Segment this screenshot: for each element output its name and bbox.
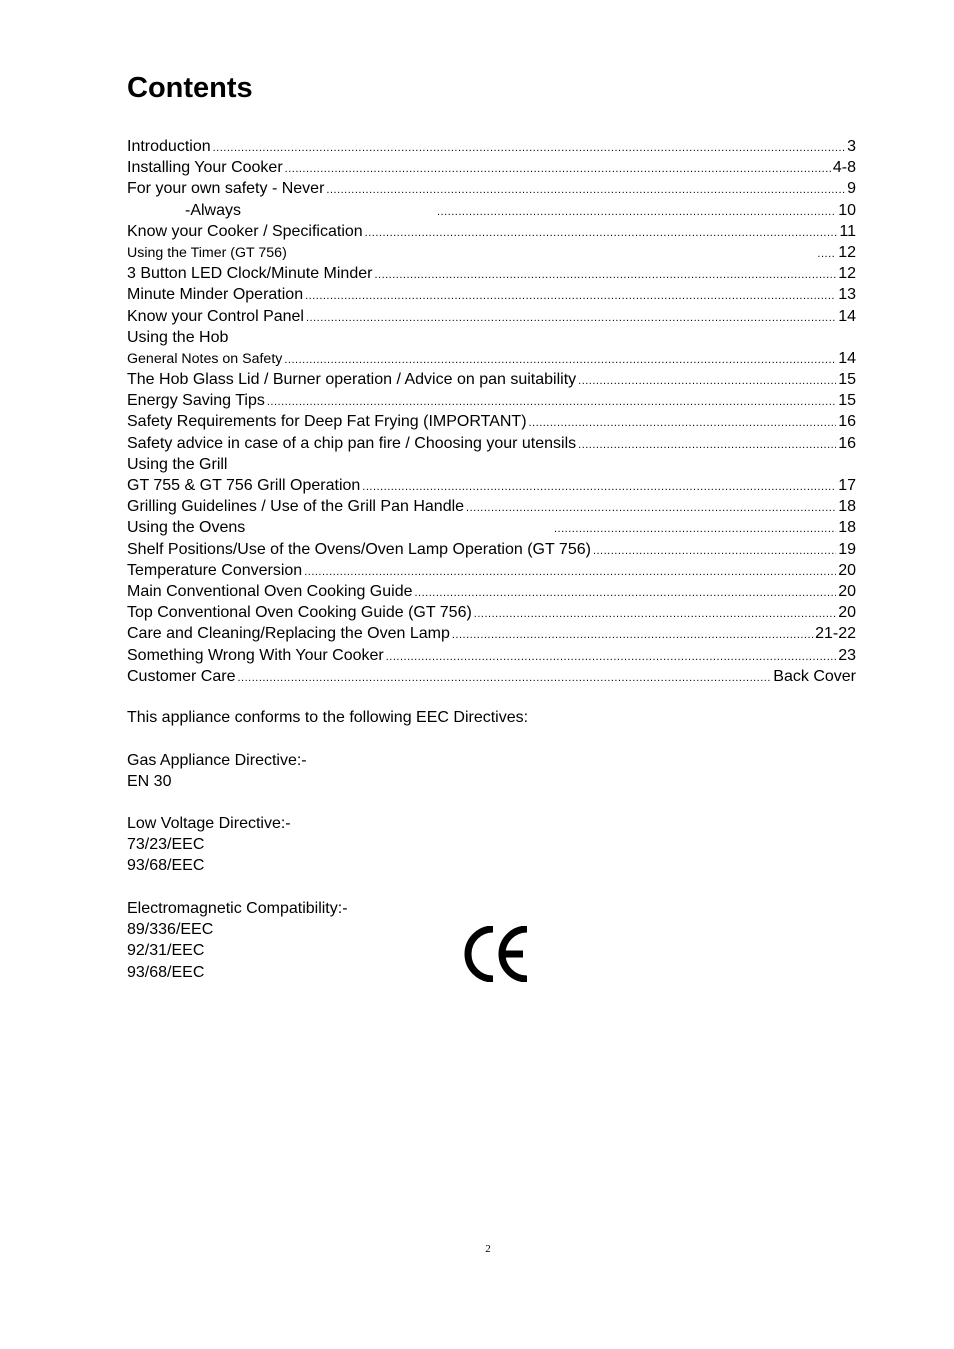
toc-row xyxy=(127,539,856,560)
directive-item: EN 30 xyxy=(127,773,172,791)
toc-row xyxy=(127,475,856,496)
toc-label: Safety Requirements for Deep Fat Frying (IMPORTANT) xyxy=(127,413,527,431)
directive-heading: Low Voltage Directive:- xyxy=(127,815,291,832)
toc-row xyxy=(127,390,856,411)
toc-leader xyxy=(474,604,836,625)
toc-row xyxy=(127,284,856,305)
toc-leader xyxy=(284,350,836,371)
toc-leader xyxy=(326,180,845,201)
toc-leader xyxy=(305,286,836,307)
toc-leader xyxy=(267,392,836,413)
toc-page: 23 xyxy=(838,646,856,664)
ce-mark-icon xyxy=(463,926,531,982)
directive-item: 89/336/EEC xyxy=(127,921,214,939)
toc-label: Using the Timer (GT 756) xyxy=(127,244,287,261)
toc-label: Know your Control Panel xyxy=(127,307,304,325)
toc-leader xyxy=(213,138,845,159)
directive-heading: Electromagnetic Compatibility:- xyxy=(127,900,348,917)
toc-label: Care and Cleaning/Replacing the Oven Lamp xyxy=(127,625,450,643)
toc-page: 3 xyxy=(847,138,856,155)
toc-row xyxy=(127,517,856,538)
toc-page: 19 xyxy=(838,540,856,558)
toc-label: Using the Grill xyxy=(127,455,228,473)
toc-row xyxy=(127,645,856,666)
toc-label: Energy Saving Tips xyxy=(127,392,265,410)
conformity-statement: This appliance conforms to the following EEC Directives: xyxy=(127,709,529,726)
toc-leader xyxy=(415,583,837,604)
toc-label: 3 Button LED Clock/Minute Minder xyxy=(127,265,373,283)
toc-leader xyxy=(466,498,836,519)
toc-leader xyxy=(452,625,813,646)
toc-label: Minute Minder Operation xyxy=(127,286,304,304)
toc-leader xyxy=(578,435,836,456)
toc-leader xyxy=(593,541,836,562)
toc-section-heading xyxy=(127,327,856,348)
toc-page: 17 xyxy=(838,477,856,494)
toc-row xyxy=(127,348,856,369)
toc-leader xyxy=(386,647,836,668)
toc-label: Using the Ovens xyxy=(127,519,246,537)
toc-leader xyxy=(578,371,836,392)
toc-label: The Hob Glass Lid / Burner operation / Advice on pan suitability xyxy=(127,371,577,389)
toc-page: 4-8 xyxy=(832,159,856,177)
toc-row xyxy=(127,369,856,390)
toc-page: 15 xyxy=(838,392,856,410)
toc-page: 18 xyxy=(838,519,856,537)
toc-leader xyxy=(362,477,836,498)
toc-label: Shelf Positions/Use of the Ovens/Oven Lamp Operation (GT 756) xyxy=(127,540,591,558)
toc-page: 20 xyxy=(838,604,856,622)
toc-page: 20 xyxy=(838,582,856,600)
toc-label: Main Conventional Oven Cooking Guide xyxy=(127,582,413,600)
toc-page: 14 xyxy=(838,307,856,325)
toc-page: 14 xyxy=(838,349,856,367)
toc-page: 16 xyxy=(838,434,856,452)
directive-heading: Gas Appliance Directive:- xyxy=(127,752,307,769)
toc-label: Using the Hob xyxy=(127,328,229,346)
toc-row xyxy=(127,136,856,157)
directive-item: 93/68/EEC xyxy=(127,857,205,875)
toc-page: 12 xyxy=(838,243,856,261)
toc-leader xyxy=(237,668,771,689)
toc-row xyxy=(127,496,856,517)
toc-label: Know your Cooker / Specification xyxy=(127,222,363,240)
toc-page: 15 xyxy=(838,371,856,389)
toc-label: General Notes on Safety xyxy=(127,350,283,367)
table-of-contents xyxy=(127,136,856,687)
toc-page: 21-22 xyxy=(815,625,856,643)
toc-row xyxy=(127,306,856,327)
emc-directive xyxy=(127,898,348,983)
toc-leader xyxy=(304,562,836,583)
toc-row xyxy=(127,623,856,644)
toc-label: Top Conventional Oven Cooking Guide (GT 756) xyxy=(127,604,472,622)
toc-page: 13 xyxy=(838,286,856,304)
toc-leader xyxy=(306,308,836,329)
page-title: Contents xyxy=(127,72,253,104)
toc-row xyxy=(127,581,856,602)
toc-row xyxy=(127,263,856,284)
toc-label: Something Wrong With Your Cooker xyxy=(127,646,384,664)
toc-leader xyxy=(285,159,831,180)
low-voltage-directive xyxy=(127,813,291,877)
toc-row xyxy=(127,178,856,199)
toc-label: GT 755 & GT 756 Grill Operation xyxy=(127,477,361,494)
toc-section-heading xyxy=(127,454,856,475)
toc-label: Grilling Guidelines / Use of the Grill Pan Handle xyxy=(127,498,465,516)
toc-page: 11 xyxy=(839,222,856,240)
toc-page: Back Cover xyxy=(773,667,856,685)
toc-label: -Always xyxy=(185,201,242,219)
toc-leader xyxy=(374,265,836,286)
gas-directive xyxy=(127,750,307,792)
toc-label: Customer Care xyxy=(127,667,236,685)
toc-label: Safety advice in case of a chip pan fire / Choosing your utensils xyxy=(127,434,577,452)
toc-page: 18 xyxy=(838,498,856,516)
toc-leader xyxy=(529,413,837,434)
toc-label: Temperature Conversion xyxy=(127,561,303,579)
toc-page: 9 xyxy=(847,180,856,198)
toc-page: 10 xyxy=(838,201,856,219)
toc-leader xyxy=(554,519,836,540)
toc-label: Installing Your Cooker xyxy=(127,159,283,177)
toc-label: For your own safety - Never xyxy=(127,180,325,198)
toc-row xyxy=(127,242,856,263)
toc-row xyxy=(127,433,856,454)
toc-page: 16 xyxy=(838,413,856,431)
toc-row xyxy=(127,560,856,581)
directive-item: 93/68/EEC xyxy=(127,963,205,981)
toc-row xyxy=(127,602,856,623)
toc-page: 12 xyxy=(838,265,856,283)
toc-row xyxy=(127,157,856,178)
toc-leader xyxy=(437,202,836,223)
directive-item: 73/23/EEC xyxy=(127,836,205,854)
directive-item: 92/31/EEC xyxy=(127,942,205,960)
toc-row xyxy=(127,200,856,221)
page-number: 2 xyxy=(485,1243,491,1255)
toc-leader xyxy=(365,223,838,244)
toc-row xyxy=(127,411,856,432)
toc-label: Introduction xyxy=(127,138,211,155)
toc-leader: ..... xyxy=(817,247,836,260)
toc-row xyxy=(127,221,856,242)
toc-page: 20 xyxy=(838,561,856,579)
toc-row xyxy=(127,666,856,687)
